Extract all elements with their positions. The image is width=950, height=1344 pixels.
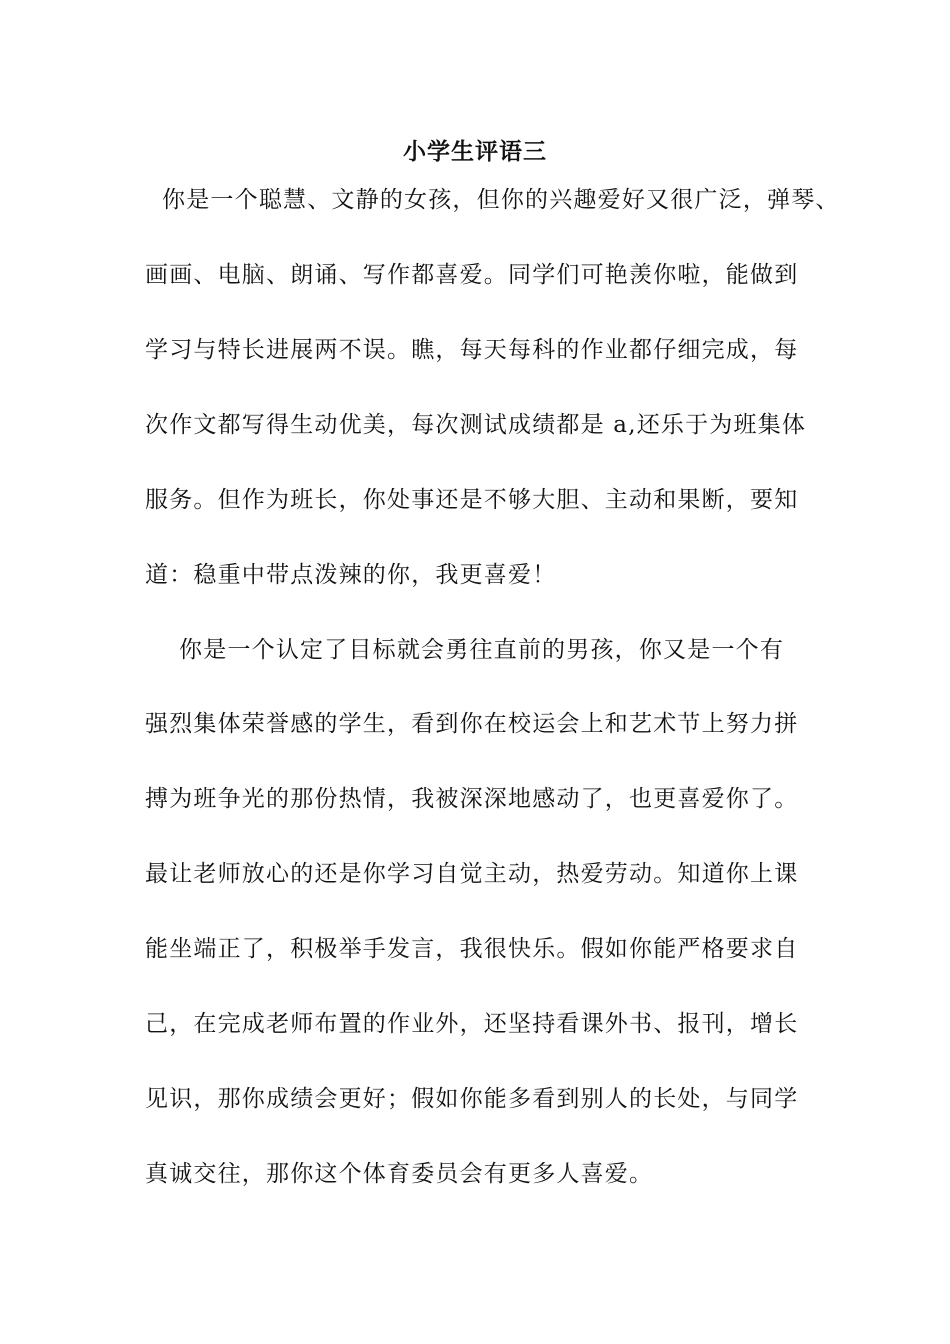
paragraph-line: 能坐端正了，积极举手发言，我很快乐。假如你能严格要求自 (145, 936, 799, 962)
paragraph-line: 见识，那你成绩会更好；假如你能多看到别人的长处，与同学 (145, 1086, 799, 1112)
paragraph-line: 画画、电脑、朗诵、写作都喜爱。同学们可艳羡你啦，能做到 (145, 262, 799, 288)
document-title: 小学生评语三 (403, 138, 547, 165)
paragraph-line: 你是一个认定了目标就会勇往直前的男孩，你又是一个有 (145, 637, 785, 663)
paragraph-line: 强烈集体荣誉感的学生，看到你在校运会上和艺术节上努力拼 (145, 711, 799, 737)
paragraph-line: 道：稳重中带点泼辣的你，我更喜爱！ (145, 562, 557, 588)
paragraph-line: 学习与特长进展两不误。瞧，每天每科的作业都仔细完成，每 (145, 337, 799, 363)
paragraph-line: 最让老师放心的还是你学习自觉主动，热爱劳动。知道你上课 (145, 861, 799, 887)
paragraph-line: 搏为班争光的那份热情，我被深深地感动了，也更喜爱你了。 (145, 786, 799, 812)
paragraph-line: 你是一个聪慧、文静的女孩，但你的兴趣爱好又很广泛，弹琴、 (145, 187, 840, 213)
paragraph-line: 真诚交往，那你这个体育委员会有更多人喜爱。 (145, 1161, 654, 1187)
paragraph-line: 次作文都写得生动优美，每次测试成绩都是 a,还乐于为班集体 (145, 412, 807, 438)
paragraph-line: 服务。但作为班长，你处事还是不够大胆、主动和果断，要知 (145, 487, 799, 513)
paragraph-line: 己，在完成老师布置的作业外，还坚持看课外书、报刊，增长 (145, 1011, 799, 1037)
